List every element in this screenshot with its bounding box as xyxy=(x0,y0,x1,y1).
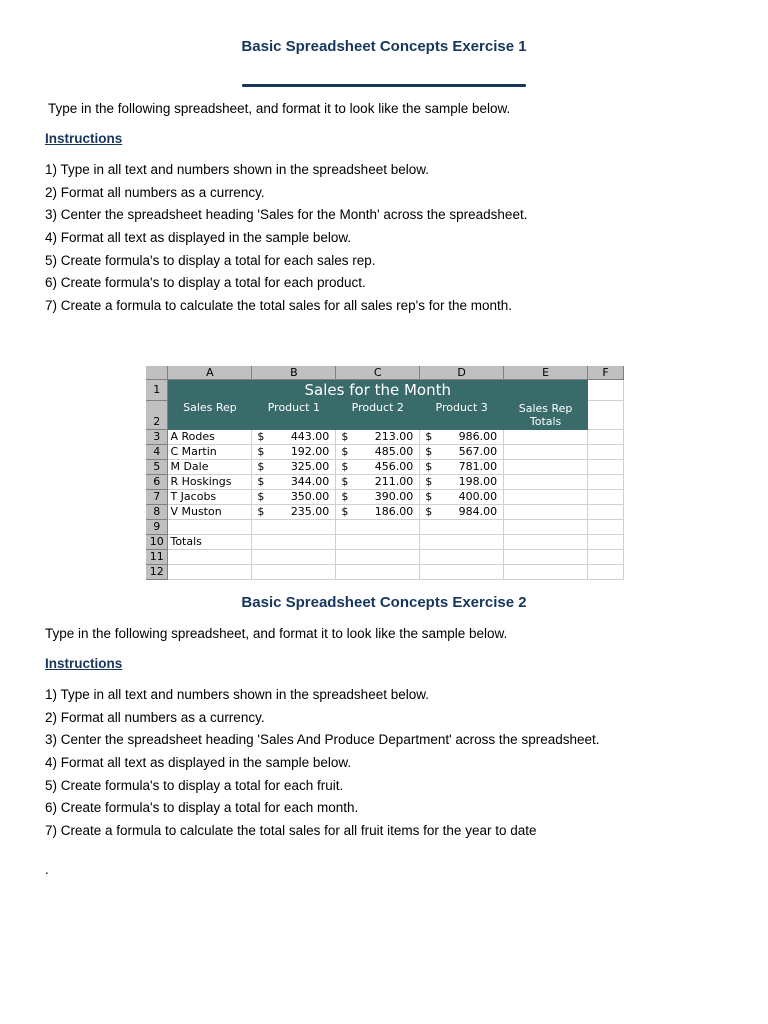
list-item: 6) Create formula's to display a total for each month. xyxy=(45,800,359,816)
product-3-value: $ 198.00 xyxy=(420,475,504,490)
row-header: 3 xyxy=(146,430,168,445)
rep-name: A Rodes xyxy=(168,430,252,445)
header-sales-rep: Sales Rep xyxy=(168,401,252,430)
list-item: 3) Center the spreadsheet heading 'Sales And Produce Department' across the spreadsheet. xyxy=(45,732,600,748)
list-item: 1) Type in all text and numbers shown in the spreadsheet below. xyxy=(45,687,429,702)
list-item: 5) Create formula's to display a total for each sales rep. xyxy=(45,252,376,268)
row-header: 10 xyxy=(146,535,168,550)
rep-name: R Hoskings xyxy=(168,475,252,490)
table-row xyxy=(146,445,624,460)
list-item: 6) Create formula's to display a total for each product. xyxy=(45,275,366,291)
exercise-2-steps xyxy=(45,684,600,843)
sheet-heading: Sales for the Month xyxy=(168,380,588,401)
product-2-value: $ 485.00 xyxy=(336,445,420,460)
table-row xyxy=(146,490,624,505)
product-2-value: $ 213.00 xyxy=(336,430,420,445)
table-row xyxy=(146,401,624,430)
corner-cell xyxy=(146,366,168,380)
list-item: 7) Create a formula to calculate the total sales for all sales rep's for the month. xyxy=(45,298,513,314)
row-header: 8 xyxy=(146,505,168,520)
row-header: 5 xyxy=(146,460,168,475)
table-row xyxy=(146,380,624,401)
list-item: 2) Format all numbers as a currency. xyxy=(45,184,265,200)
product-1-value: $ 235.00 xyxy=(252,505,336,520)
trailing-mark: . xyxy=(45,862,49,877)
table-row xyxy=(146,535,624,550)
spreadsheet-sample xyxy=(146,366,624,578)
row-header: 6 xyxy=(146,475,168,490)
column-header: B xyxy=(252,366,336,380)
column-header: D xyxy=(420,366,504,380)
exercise-2-title: Basic Spreadsheet Concepts Exercise 2 xyxy=(241,594,527,611)
rep-name: C Martin xyxy=(168,445,252,460)
column-header: E xyxy=(504,366,588,380)
row-header: 2 xyxy=(146,401,168,430)
table-row xyxy=(146,475,624,490)
product-2-value: $ 211.00 xyxy=(336,475,420,490)
table-row xyxy=(146,430,624,445)
list-item: 1) Type in all text and numbers shown in the spreadsheet below. xyxy=(45,162,429,177)
row-header: 11 xyxy=(146,550,168,565)
exercise-2-intro: Type in the following spreadsheet, and format it to look like the sample below. xyxy=(45,626,508,641)
exercise-2-instructions-heading: Instructions xyxy=(45,656,123,671)
product-1-value: $ 350.00 xyxy=(252,490,336,505)
column-header: C xyxy=(336,366,420,380)
product-1-value: $ 192.00 xyxy=(252,445,336,460)
list-item: 2) Format all numbers as a currency. xyxy=(45,709,265,725)
table-row xyxy=(146,520,624,535)
table-row xyxy=(146,550,624,565)
exercise-1-steps xyxy=(45,159,527,318)
exercise-1-title: Basic Spreadsheet Concepts Exercise 1 xyxy=(241,38,527,55)
totals-label: Totals xyxy=(168,535,252,550)
product-2-value: $ 456.00 xyxy=(336,460,420,475)
row-header: 1 xyxy=(146,380,168,401)
list-item: 5) Create formula's to display a total for each fruit. xyxy=(45,777,344,793)
header-sales-rep-totals: Sales Rep Totals xyxy=(504,401,588,430)
table-row xyxy=(146,505,624,520)
product-3-value: $ 567.00 xyxy=(420,445,504,460)
list-item: 7) Create a formula to calculate the total sales for all fruit items for the year to date xyxy=(45,823,537,839)
header-product-3: Product 3 xyxy=(420,401,504,430)
product-2-value: $ 390.00 xyxy=(336,490,420,505)
list-item: 4) Format all text as displayed in the sample below. xyxy=(45,230,352,246)
product-3-value: $ 400.00 xyxy=(420,490,504,505)
product-2-value: $ 186.00 xyxy=(336,505,420,520)
product-1-value: $ 344.00 xyxy=(252,475,336,490)
table-row xyxy=(146,460,624,475)
product-3-value: $ 781.00 xyxy=(420,460,504,475)
product-3-value: $ 984.00 xyxy=(420,505,504,520)
header-product-2: Product 2 xyxy=(336,401,420,430)
row-header: 4 xyxy=(146,445,168,460)
table-row xyxy=(146,565,624,580)
row-header: 9 xyxy=(146,520,168,535)
title-divider xyxy=(242,84,526,87)
header-product-1: Product 1 xyxy=(252,401,336,430)
list-item: 4) Format all text as displayed in the sample below. xyxy=(45,755,352,771)
product-1-value: $ 443.00 xyxy=(252,430,336,445)
column-header: F xyxy=(588,366,624,380)
exercise-1-instructions-heading: Instructions xyxy=(45,131,123,146)
product-1-value: $ 325.00 xyxy=(252,460,336,475)
rep-name: M Dale xyxy=(168,460,252,475)
rep-name: V Muston xyxy=(168,505,252,520)
list-item: 3) Center the spreadsheet heading 'Sales for the Month' across the spreadsheet. xyxy=(45,207,528,223)
row-header: 7 xyxy=(146,490,168,505)
product-3-value: $ 986.00 xyxy=(420,430,504,445)
exercise-1-intro: Type in the following spreadsheet, and format it to look like the sample below. xyxy=(48,101,511,116)
rep-name: T Jacobs xyxy=(168,490,252,505)
column-header: A xyxy=(168,366,252,380)
column-header-row xyxy=(146,366,624,380)
row-header: 12 xyxy=(146,565,168,580)
